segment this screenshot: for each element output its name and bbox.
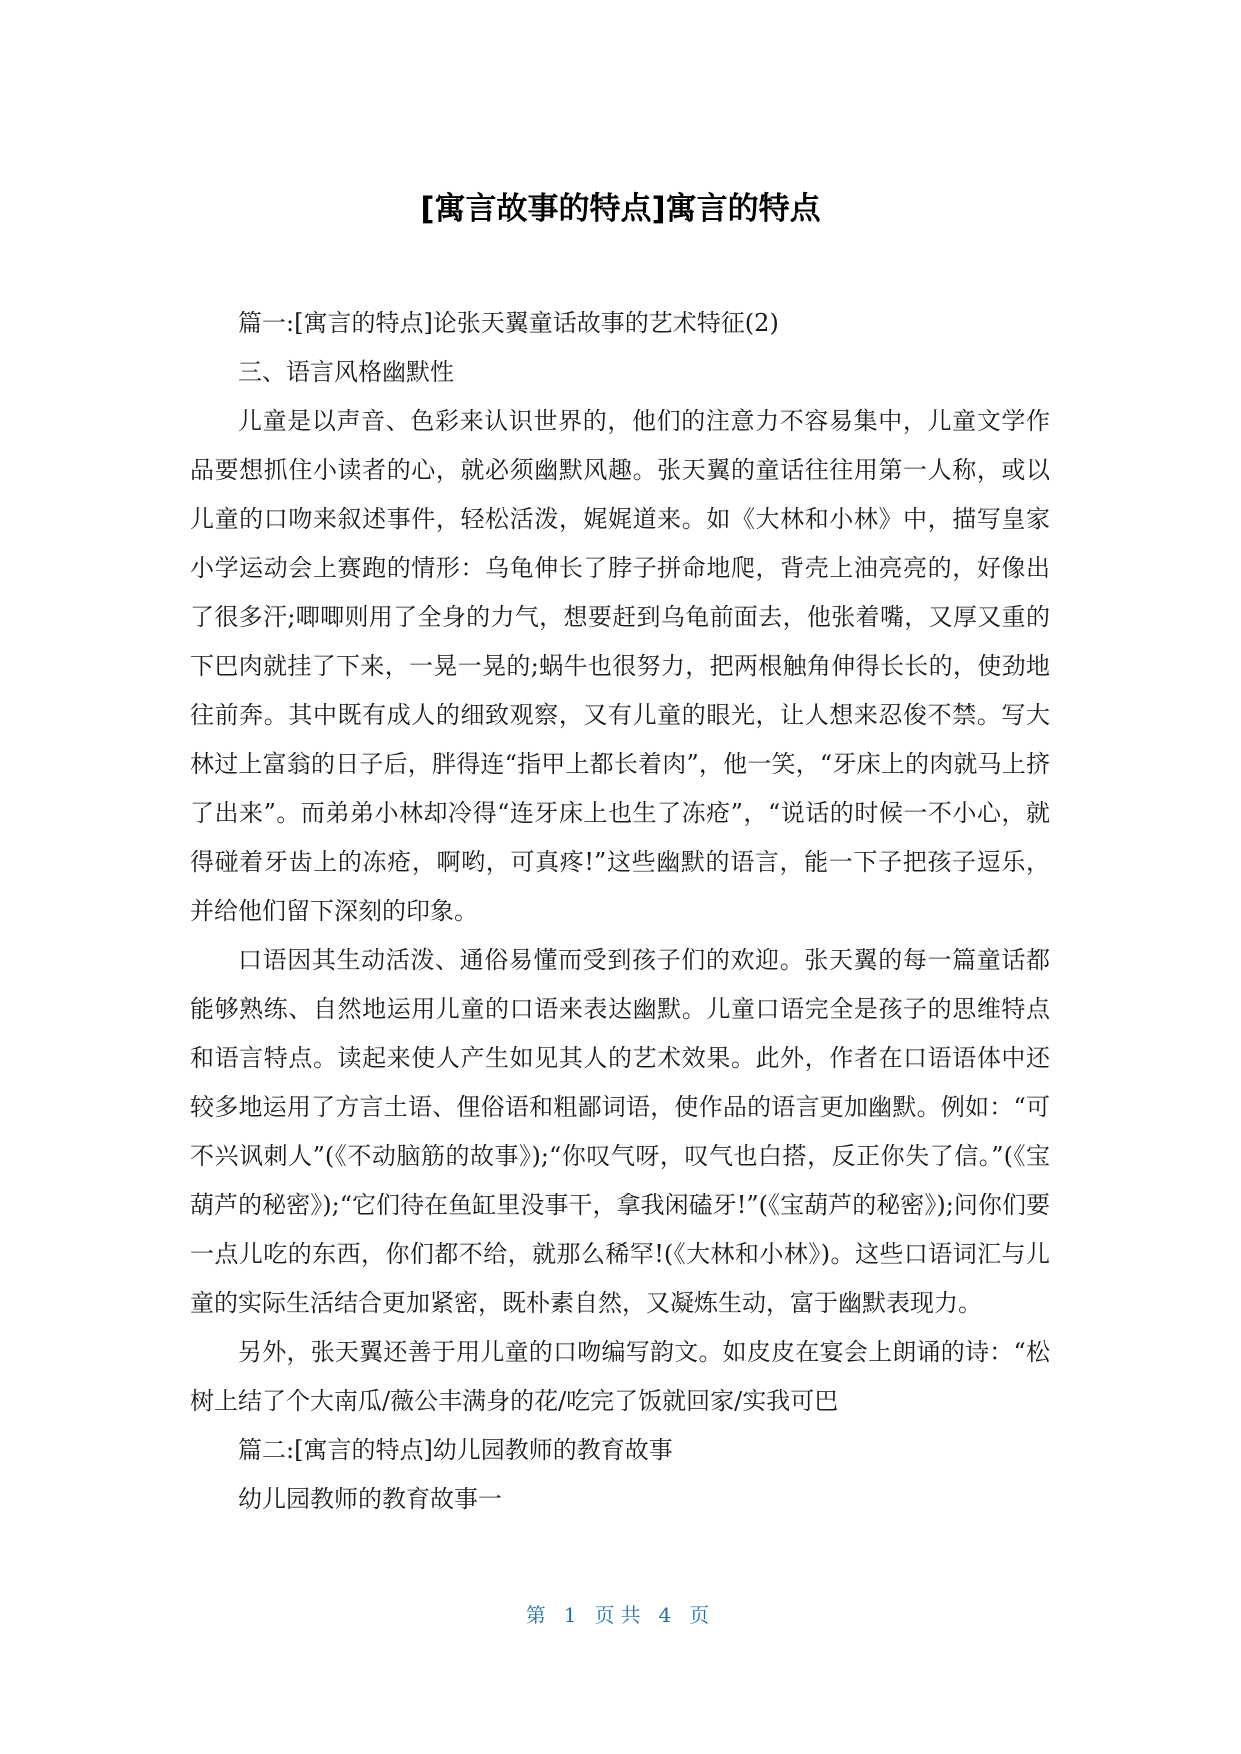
footer-total-pages: 4: [658, 1603, 678, 1627]
document-title: [寓言故事的特点]寓言的特点: [420, 191, 821, 227]
footer-current-page: 1: [563, 1603, 583, 1627]
section-heading-2: 篇二:[寓言的特点]幼儿园教师的教育故事: [238, 1436, 673, 1464]
subsection-heading: 三、语言风格幽默性: [238, 358, 454, 386]
body-paragraph: 另外，张天翼还善于用儿童的口吻编写韵文。如皮皮在宴会上朗诵的诗：“松树上结了个大南瓜/薇公丰满身的花/吃完了饭就回家/实我可巴: [190, 1338, 1050, 1415]
footer-suffix: 页: [689, 1603, 716, 1627]
footer-prefix: 第: [525, 1603, 552, 1627]
page-footer: [0, 1601, 1241, 1629]
body-paragraph: 儿童是以声音、色彩来认识世界的，他们的注意力不容易集中，儿童文学作品要想抓住小读者的心，就必须幽默风趣。张天翼的童话往往用第一人称，或以儿童的口吻来叙述事件，轻松活泼，娓娓道来。如《大林和小林》中，描写皇家小学运动会上赛跑的情形：乌龟伸长了脖子拼命地爬，背壳上油亮亮的，好像出了很多汗;唧唧则用了全身的力气，想要赶到乌龟前面去，他张着嘴，又厚又重的下巴肉就挂了下来，一晃一晃的;蜗牛也很努力，把两根触角伸得长长的，使劲地往前奔。其中既有成人的细致观察，又有儿童的眼光，让人想来忍俊不禁。写大林过上富翁的日子后，胖得连“指甲上都长着肉”，他一笑，“牙床上的肉就马上挤了出来”。而弟弟小林却冷得“连牙床上也生了冻疮”，“说话的时候一不小心，就得碰着牙齿上的冻疮，啊哟，可真疼!”这些幽默的语言，能一下子把孩子逗乐，并给他们留下深刻的印象。: [190, 407, 1050, 925]
footer-middle: 页共: [594, 1603, 647, 1627]
subsection-heading: 幼儿园教师的教育故事一: [238, 1485, 502, 1513]
section-heading-1: 篇一:[寓言的特点]论张天翼童话故事的艺术特征(2): [238, 309, 779, 337]
document-body: [190, 299, 1050, 1524]
body-paragraph: 口语因其生动活泼、通俗易懂而受到孩子们的欢迎。张天翼的每一篇童话都能够熟练、自然地运用儿童的口语来表达幽默。儿童口语完全是孩子的思维特点和语言特点。读起来使人产生如见其人的艺术效果。此外，作者在口语语体中还较多地运用了方言土语、俚俗语和粗鄙词语，使作品的语言更加幽默。例如：“可不兴讽刺人”(《不动脑筋的故事》);“你叹气呀，叹气也白搭，反正你失了信。”(《宝葫芦的秘密》);“它们待在鱼缸里没事干，拿我闲磕牙!”(《宝葫芦的秘密》);问你们要一点儿吃的东西，你们都不给，就那么稀罕!(《大林和小林》)。这些口语词汇与儿童的实际生活结合更加紧密，既朴素自然，又凝炼生动，富于幽默表现力。: [190, 946, 1050, 1317]
